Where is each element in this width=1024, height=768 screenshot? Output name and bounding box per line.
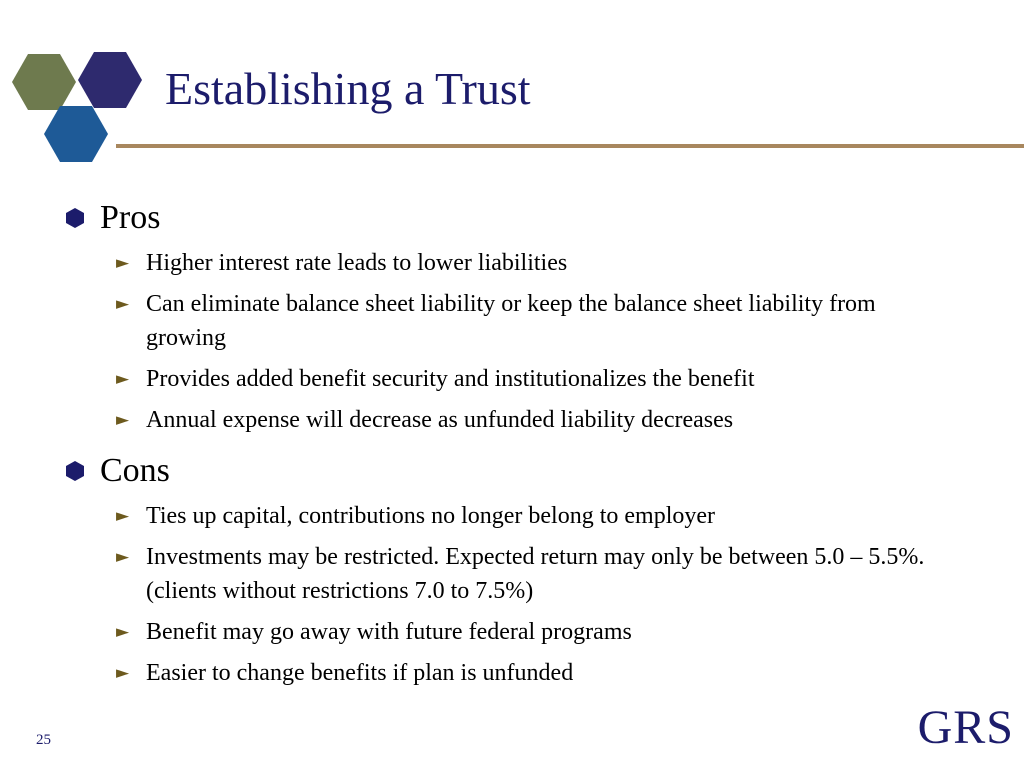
list-item-text: Provides added benefit security and institutionalizes the benefit <box>146 366 755 392</box>
hexagon-bullet-icon <box>64 460 86 482</box>
list-item-text: Ties up capital, contributions no longer belong to employer <box>146 503 716 529</box>
list-item <box>116 246 960 280</box>
cons-section <box>60 449 960 690</box>
list-item-text: Can eliminate balance sheet liability or keep the balance sheet liability from growing <box>146 291 876 351</box>
triangle-arrow-icon: ► <box>116 294 130 314</box>
triangle-arrow-icon: ► <box>116 253 130 273</box>
section-heading <box>60 449 960 493</box>
list-item-text: Benefit may go away with future federal programs <box>146 619 632 645</box>
list-item-text: Higher interest rate leads to lower liabilities <box>146 250 568 276</box>
list-item-text: Easier to change benefits if plan is unfunded <box>146 660 574 686</box>
triangle-arrow-icon: ► <box>116 547 130 567</box>
list-item-text: Annual expense will decrease as unfunded liability decreases <box>146 407 734 433</box>
list-item <box>116 499 960 533</box>
title-divider <box>116 144 1024 148</box>
slide-content <box>60 196 960 702</box>
triangle-arrow-icon: ► <box>116 506 130 526</box>
list-item <box>116 362 960 396</box>
hexagon-cluster-logo <box>8 44 158 174</box>
section-heading <box>60 196 960 240</box>
cons-list <box>60 499 960 690</box>
grs-logo-text: GRS <box>917 701 1014 754</box>
section-label: Cons <box>100 452 170 489</box>
triangle-arrow-icon: ► <box>116 410 130 430</box>
section-label: Pros <box>100 199 161 236</box>
triangle-arrow-icon: ► <box>116 622 130 642</box>
list-item <box>116 656 960 690</box>
page-number: 25 <box>36 732 51 748</box>
hexagon-bullet-icon <box>64 207 86 229</box>
triangle-arrow-icon: ► <box>116 663 130 683</box>
list-item <box>116 287 960 355</box>
blue-hexagon <box>44 106 108 162</box>
list-item <box>116 403 960 437</box>
list-item-text: Investments may be restricted. Expected return may only be between 5.0 – 5.5%. (clients without restrictions 7.0 to 7.5%) <box>146 544 925 604</box>
pros-list <box>60 246 960 437</box>
navy-hexagon <box>78 52 142 108</box>
triangle-arrow-icon: ► <box>116 369 130 389</box>
slide-title: Establishing a Trust <box>165 63 531 114</box>
pros-section <box>60 196 960 437</box>
list-item <box>116 615 960 649</box>
list-item <box>116 540 960 608</box>
olive-hexagon <box>12 54 76 110</box>
